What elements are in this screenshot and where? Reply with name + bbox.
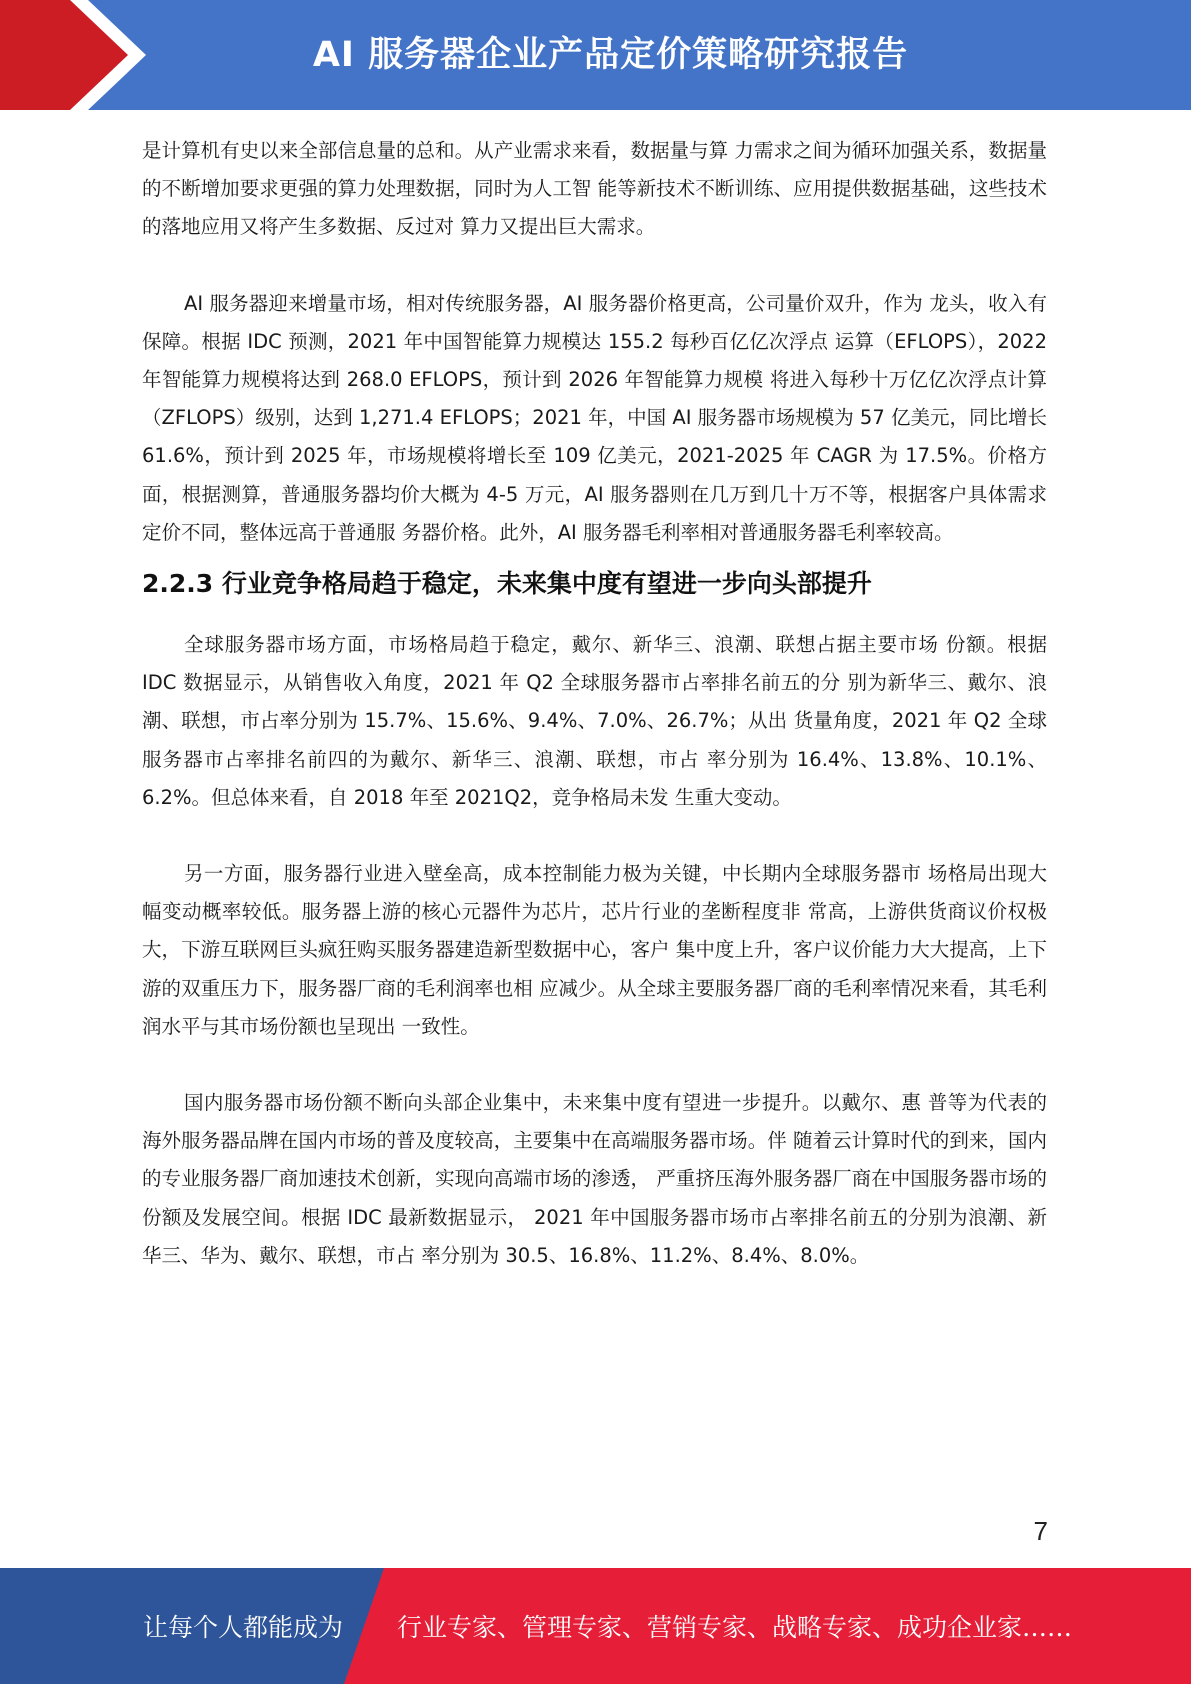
footer-slogan-right: 行业专家、管理专家、营销专家、战略专家、成功企业家…… bbox=[397, 1613, 1073, 1642]
header-red-arrow-decoration bbox=[0, 0, 150, 110]
paragraph-3: 全球服务器市场方面，市场格局趋于稳定，戴尔、新华三、浪潮、联想占据主要市场 份额。根据 IDC 数据显示，从销售收入角度，2021 年 Q2 全球服务器市占率排名前五的分 别为新华三、戴尔、浪潮、联想，市占率分别为 15.7%、15.6%、9.4%、7.0%、26.7%；从出 货量角度，2021 年 Q2 全球服务器市占率排名前四的为戴尔、新华三、浪潮、联想，市占 率分别为 16.4%、13.8%、10.1%、6.2%。但总体来看，自 2018 年至 2021Q2，竞争格局未发 生重大变动。 bbox=[142, 633, 1047, 809]
page-footer bbox=[0, 1568, 1191, 1684]
page-header bbox=[0, 0, 1191, 110]
footer-slogan-left: 让每个人都能成为 bbox=[143, 1613, 344, 1642]
paragraph-4: 另一方面，服务器行业进入壁垒高，成本控制能力极为关键，中长期内全球服务器市 场格局出现大幅变动概率较低。服务器上游的核心元器件为芯片，芯片行业的垄断程度非 常高，上游供货商议价权极大，下游互联网巨头疯狂购买服务器建造新型数据中心，客户 集中度上升，客户议价能力大大提高，上下游的双重压力下，服务器厂商的毛利润率也相 应减少。从全球主要服务器厂商的毛利率情况来看，其毛利润水平与其市场份额也呈现出 一致性。 bbox=[142, 862, 1047, 1038]
paragraph-1: 是计算机有史以来全部信息量的总和。从产业需求来看，数据量与算 力需求之间为循环加强关系，数据量的不断增加要求更强的算力处理数据，同时为人工智 能等新技术不断训练、应用提供数据基础，这些技术的落地应用又将产生多数据、反过对 算力又提出巨大需求。 bbox=[142, 139, 1047, 239]
page-number: 7 bbox=[1033, 1516, 1048, 1546]
paragraph-5: 国内服务器市场份额不断向头部企业集中，未来集中度有望进一步提升。以戴尔、惠 普等为代表的海外服务器品牌在国内市场的普及度较高，主要集中在高端服务器市场。伴 随着云计算时代的到来，国内的专业服务器厂商加速技术创新，实现向高端市场的渗透， 严重挤压海外服务器厂商在中国服务器市场的份额及发展空间。根据 IDC 最新数据显示， 2021 年中国服务器市场市占率排名前五的分别为浪潮、新华三、华为、戴尔、联想，市占 率分别为 30.5、16.8%、11.2%、8.4%、8.0%。 bbox=[142, 1091, 1047, 1267]
section-heading: 2.2.3 行业竞争格局趋于稳定，未来集中度有望进一步向头部提升 bbox=[142, 569, 872, 599]
paragraph-2: AI 服务器迎来增量市场，相对传统服务器，AI 服务器价格更高，公司量价双升，作为 龙头，收入有保障。根据 IDC 预测，2021 年中国智能算力规模达 155.2 每秒百亿亿次浮点 运算（EFLOPS），2022 年智能算力规模将达到 268.0 EFLOPS，预计到 2026 年智能算力规模 将进入每秒十万亿亿次浮点计算（ZFLOPS）级别，达到 1,271.4 EFLOPS；2021 年，中国 AI 服务器市场规模为 57 亿美元，同比增长 61.6%，预计到 2025 年，市场规模将增长至 109 亿美元，2021-2025 年 CAGR 为 17.5%。价格方面，根据测算，普通服务器均价大概为 4-5 万元，AI 服务器则在几万到几十万不等，根据客户具体需求定价不同，整体远高于普通服 务器价格。此外，AI 服务器毛利率相对普通服务器毛利率较高。 bbox=[142, 291, 1047, 544]
main-content bbox=[142, 132, 1047, 1275]
report-title: AI 服务器企业产品定价策略研究报告 bbox=[312, 35, 909, 75]
